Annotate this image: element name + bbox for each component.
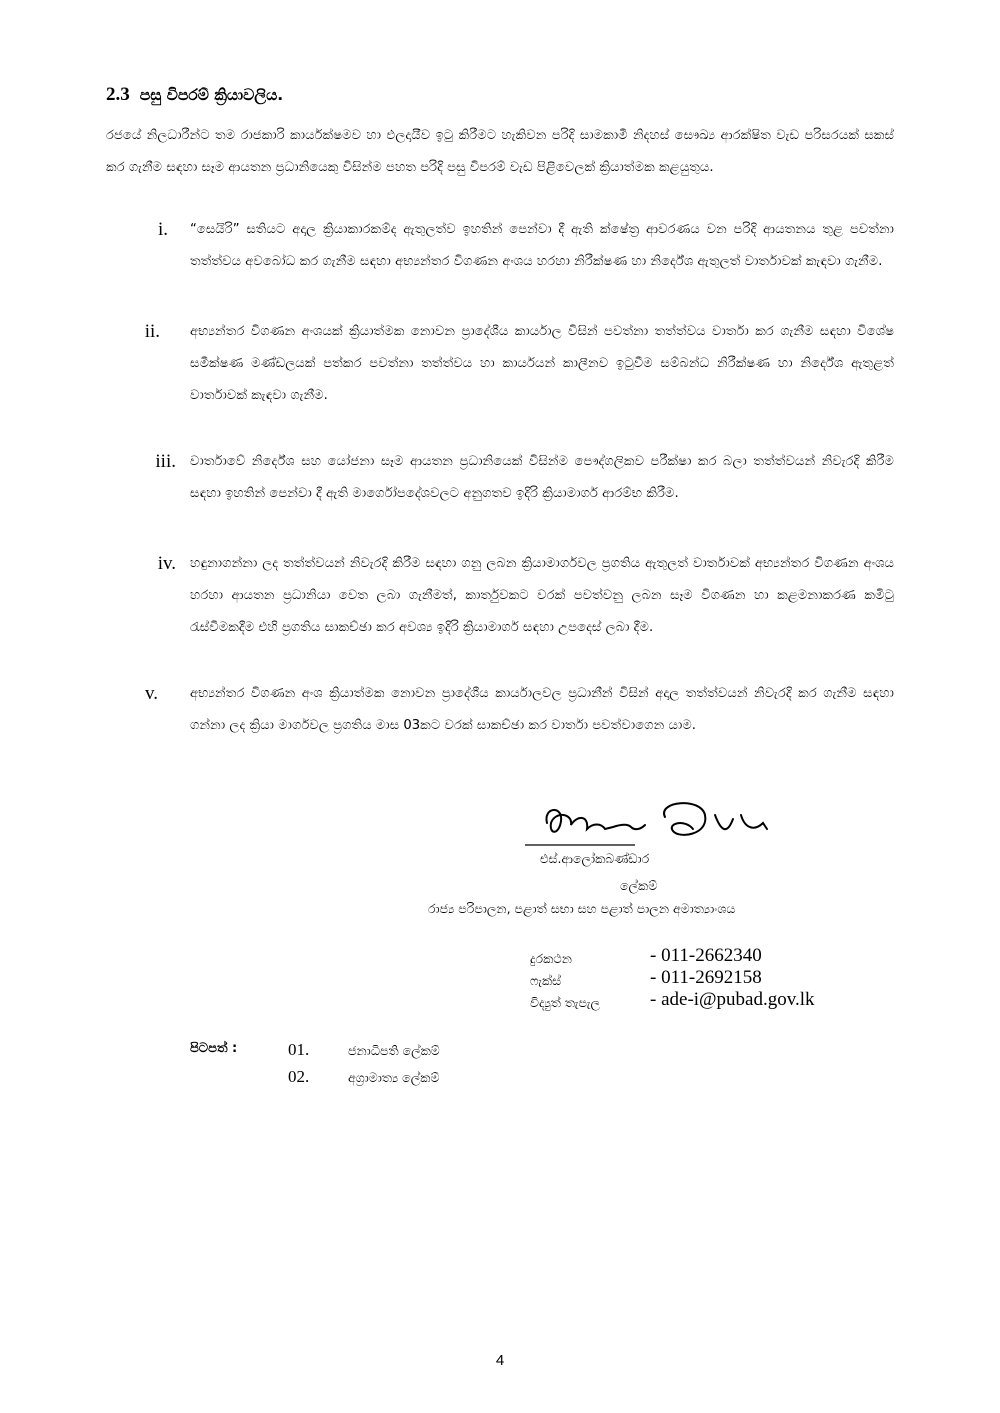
contact-email-value: - ade-i@pubad.gov.lk xyxy=(650,989,815,1010)
signatory-name: එස්.ආලෝකබණ්ඩාර xyxy=(540,851,650,866)
intro-paragraph: රජයේ නිලධාරීන්ට තම රාජකාරි කාර්යක්ෂමව හා ඵලදායීව ඉටු කිරීමට හැකිවන පරිදි සාමකාමී නිදහස් සෞඛ්‍ය ආරක්ෂිත වැඩ පරිසරයක් සකස් කර ගැනීම සඳහා සෑම ආයතන ප්‍රධානියෙකු විසින්ම පහත පරිදි පසු විපරම් වැඩ පිළිවෙලක් ක්‍රියාත්මක කළයුතුය. xyxy=(106,128,894,175)
section-title: පසු විපරම් ක්‍රියාවලිය. xyxy=(139,86,284,104)
item-number-iv: iv. xyxy=(157,553,176,574)
item-text-v: අභ්‍යන්තර විගණන අංශ ක්‍රියාත්මක නොවන ප්‍රාදේශීය කාර්යාලවල ප්‍රධානීන් විසින් අදාල තත්ත්වයන් නිවැරදි කර ගැනීම සඳහා ගන්නා ලද ක්‍රියා මාර්ගවල ප්‍රගතිය මාස 03කට වරක් සාකච්ඡා කර වාර්තා පවත්වාගෙන යාම. xyxy=(190,686,894,733)
page-number: 4 xyxy=(495,1352,505,1369)
copy-recipient-01: ජනාධිපති ලේකම් xyxy=(348,1043,440,1058)
item-text-i: “සෙයිරි” සතියට අදාල ක්‍රියාකාරකම්ද ඇතුලත්ව ඉහතින් පෙන්වා දී ඇති ක්ෂේත්‍ර ආවරණය වන පරිදි ආයතනය තුළ පවත්නා තත්ත්වය අවබෝධ කර ගැනීම සඳහා අභ්‍යන්තර විගණන අංශය හරහා නිරීක්ෂණ හා නිර්දේශ ඇතුලත් වාර්තාවක් කැඳවා ගැනීම. xyxy=(190,222,894,269)
copy-number-01: 01. xyxy=(288,1040,310,1059)
contact-fax-label: ෆැක්ස් xyxy=(530,973,562,988)
contact-fax-value: - 011-2692158 xyxy=(650,967,762,988)
item-text-iv: හඳුනාගන්නා ලද තත්ත්වයන් නිවැරදි කිරීම සඳහා ගනු ලබන ක්‍රියාමාර්ගවල ප්‍රගතිය ඇතුලත් වාර්තාවක් අභ්‍යන්තර විගණන අංශය හරහා ආයතන ප්‍රධානියා වෙත ලබා ගැනීමත්, කාර්තුවකට වරක් පවත්වනු ලබන සෑම විගණන හා කළමනාකරණ කමිටු රැස්වීමකදීම එහි ප්‍රගතිය සාකච්ඡා කර අවශ්‍ය ඉදිරි ක්‍රියාමාර්ග සඳහා උපදෙස් ලබා දීම. xyxy=(190,556,894,635)
item-text-iii: වාර්තාවේ නිර්දේශ සහ යෝජනා සෑම ආයතන ප්‍රධානියෙක් විසින්ම පෞද්ගලිකව පරීක්ෂා කර බලා තත්ත්වයන් නිවැරදි කිරීම සඳහා ඉහතින් පෙන්වා දී ඇති මාර්ගෝපදේශවලට අනුගතව ඉදිරි ක්‍රියාමාර්ග ආරම්භ කිරීම. xyxy=(190,454,894,501)
copy-number-02: 02. xyxy=(288,1067,310,1086)
item-number-v: v. xyxy=(144,683,158,704)
contact-phone-value: - 011-2662340 xyxy=(650,945,762,966)
contact-phone-label: දුරකථන xyxy=(530,951,572,966)
copies-label: පිටපත් : xyxy=(190,1041,238,1056)
item-number-iii: iii. xyxy=(155,451,176,472)
signature-image xyxy=(515,795,785,855)
section-number: 2.3 xyxy=(106,84,130,105)
section-heading xyxy=(106,84,283,106)
signatory-ministry: රාජ්‍ය පරිපාලන, පළාත් සභා සහ පළාත් පාලන අමාත්‍යාංශය xyxy=(428,901,736,916)
item-number-i: i. xyxy=(157,219,168,240)
signatory-title: ලේකම් xyxy=(620,878,658,893)
copy-recipient-02: අග්‍රාමාත්‍ය ලේකම් xyxy=(348,1070,440,1085)
item-number-ii: ii. xyxy=(144,321,160,342)
item-text-ii: අභ්‍යන්තර විගණන අංශයක් ක්‍රියාත්මක නොවන ප්‍රාදේශීය කාර්යාල විසින් පවත්නා තත්ත්වය වාර්තා කර ගැනීම සඳහා විශේෂ සමීක්ෂණ මණ්ඩලයක් පත්කර පවත්නා තත්ත්වය හා කාර්යයන් කාලීනව ඉටුවීම සම්බන්ධ නිරීක්ෂණ හා නිර්දේශ ඇතුළත් වාර්තාවක් කැඳවා ගැනීම. xyxy=(190,324,894,403)
contact-email-label: විද්‍යුත් තැපැල xyxy=(530,995,600,1010)
